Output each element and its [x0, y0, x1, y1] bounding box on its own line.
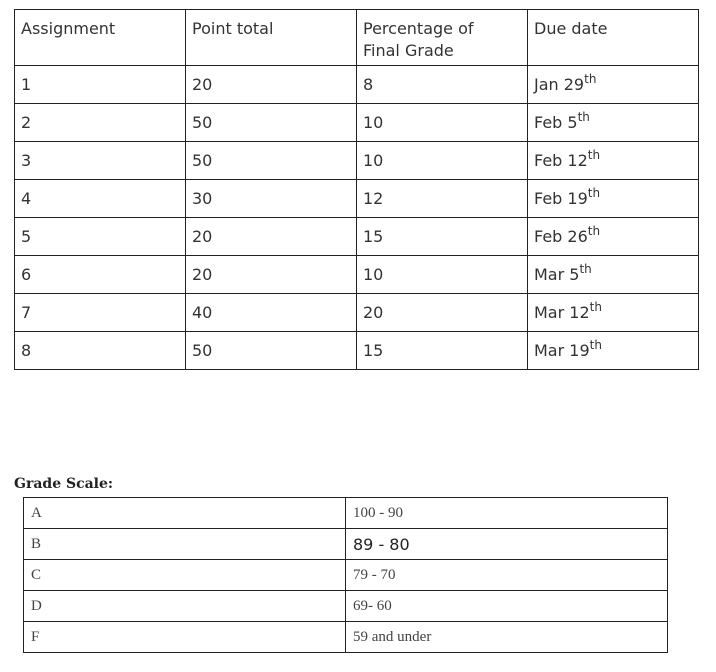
due-date-text: Feb 19	[534, 189, 588, 208]
due-date-text: Feb 26	[534, 227, 588, 246]
percentage-cell: 12	[357, 180, 528, 218]
assignment-number-cell: 2	[15, 104, 186, 142]
table-row	[15, 256, 699, 294]
point-total-cell: 50	[186, 104, 357, 142]
percentage-cell: 10	[357, 256, 528, 294]
assignment-number-cell: 7	[15, 294, 186, 332]
point-total-cell: 20	[186, 256, 357, 294]
assignment-number-cell: 1	[15, 66, 186, 104]
header-assignment: Assignment	[15, 10, 186, 66]
percentage-cell: 20	[357, 294, 528, 332]
due-date-cell	[528, 332, 699, 370]
percentage-cell: 15	[357, 218, 528, 256]
header-percentage-line1: Percentage of	[363, 19, 474, 38]
grade-scale-row	[24, 591, 668, 622]
due-date-suffix: th	[587, 224, 601, 238]
header-percentage-line2: Final Grade	[363, 41, 454, 60]
assignment-number-cell: 3	[15, 142, 186, 180]
assignment-number-cell: 8	[15, 332, 186, 370]
assignment-number-cell: 5	[15, 218, 186, 256]
due-date-cell	[528, 294, 699, 332]
due-date-suffix: th	[587, 186, 601, 200]
grade-scale-row	[24, 498, 668, 529]
table-row	[15, 66, 699, 104]
due-date-cell	[528, 104, 699, 142]
percentage-cell: 10	[357, 104, 528, 142]
grade-letter-cell: D	[24, 591, 346, 622]
due-date-suffix: th	[579, 262, 592, 276]
grade-scale-row	[24, 529, 668, 560]
grade-letter-cell: A	[24, 498, 346, 529]
grade-letter-cell: B	[24, 529, 346, 560]
grade-scale-row	[24, 560, 668, 591]
assignment-table	[14, 9, 699, 370]
table-row	[15, 142, 699, 180]
assignment-number-cell: 4	[15, 180, 186, 218]
table-header-row	[15, 10, 699, 66]
table-row	[15, 294, 699, 332]
grade-range-cell: 100 - 90	[346, 498, 668, 529]
percentage-cell: 8	[357, 66, 528, 104]
due-date-text: Feb 12	[534, 151, 588, 170]
point-total-cell: 30	[186, 180, 357, 218]
grade-scale-table	[23, 497, 668, 653]
table-row	[15, 332, 699, 370]
grade-scale-title: Grade Scale:	[14, 476, 114, 492]
due-date-suffix: th	[587, 148, 601, 162]
due-date-text: Feb 5	[534, 113, 578, 132]
due-date-suffix: th	[577, 110, 590, 124]
grade-range-cell: 69- 60	[346, 591, 668, 622]
due-date-text: Mar 5	[534, 265, 580, 284]
table-row	[15, 104, 699, 142]
due-date-cell	[528, 218, 699, 256]
grade-letter-cell: F	[24, 622, 346, 653]
table-row	[15, 180, 699, 218]
grade-range-cell: 59 and under	[346, 622, 668, 653]
header-percentage	[357, 10, 528, 66]
due-date-cell	[528, 66, 699, 104]
due-date-suffix: th	[584, 72, 597, 86]
assignment-number-cell: 6	[15, 256, 186, 294]
point-total-cell: 20	[186, 218, 357, 256]
table-row	[15, 218, 699, 256]
point-total-cell: 50	[186, 142, 357, 180]
due-date-cell	[528, 180, 699, 218]
due-date-cell	[528, 256, 699, 294]
point-total-cell: 50	[186, 332, 357, 370]
due-date-suffix: th	[589, 300, 602, 314]
due-date-text: Mar 12	[534, 303, 590, 322]
point-total-cell: 20	[186, 66, 357, 104]
due-date-cell	[528, 142, 699, 180]
percentage-cell: 15	[357, 332, 528, 370]
grade-letter-cell: C	[24, 560, 346, 591]
grade-range-cell: 89 - 80	[346, 529, 668, 560]
header-point-total: Point total	[186, 10, 357, 66]
grade-range-cell: 79 - 70	[346, 560, 668, 591]
percentage-cell: 10	[357, 142, 528, 180]
due-date-text: Jan 29	[534, 75, 585, 94]
grade-scale-row	[24, 622, 668, 653]
header-due-date: Due date	[528, 10, 699, 66]
point-total-cell: 40	[186, 294, 357, 332]
due-date-text: Mar 19	[534, 341, 590, 360]
due-date-suffix: th	[589, 338, 602, 352]
